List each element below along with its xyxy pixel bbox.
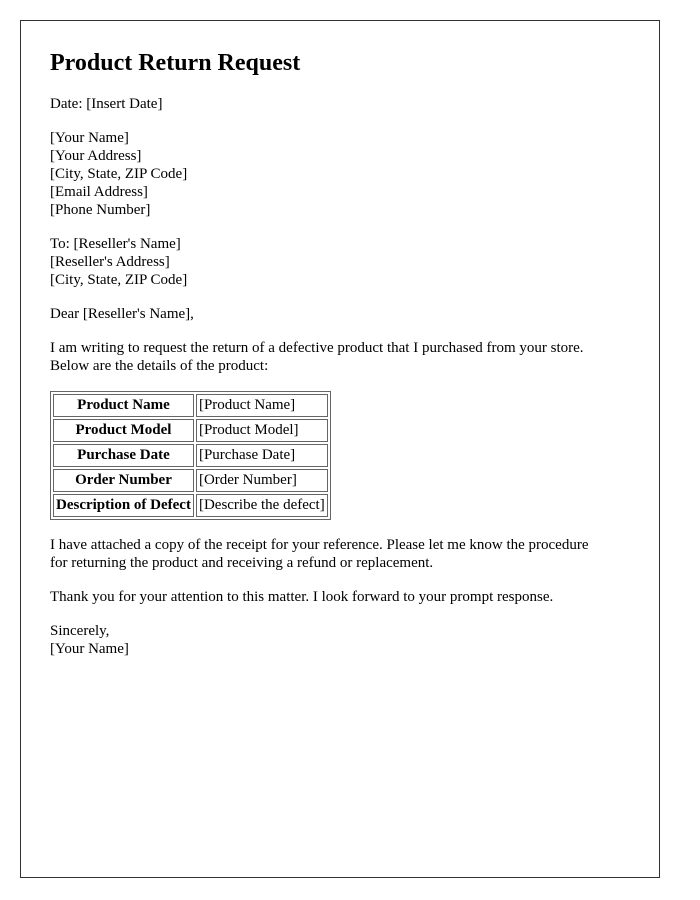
body-paragraph <box>50 536 640 572</box>
intro-line: I am writing to request the return of a defective product that I purchased from your store. <box>50 340 584 356</box>
body-line: I have attached a copy of the receipt for your reference. Please let me know the procedure <box>50 537 589 553</box>
intro-line: Below are the details of the product: <box>50 358 269 374</box>
product-details-table <box>50 391 331 520</box>
sender-address: [Your Address] <box>50 148 142 164</box>
letter-page <box>20 20 660 878</box>
detail-label: Description of Defect <box>53 494 194 517</box>
detail-value: [Product Model] <box>196 419 328 442</box>
detail-value: [Order Number] <box>196 469 328 492</box>
table-row <box>53 394 328 417</box>
detail-label: Product Model <box>53 419 194 442</box>
detail-label: Order Number <box>53 469 194 492</box>
salutation: Dear [Reseller's Name], <box>50 306 194 322</box>
sender-email: [Email Address] <box>50 184 148 200</box>
body-line: for returning the product and receiving a refund or replacement. <box>50 555 434 571</box>
sender-address-block <box>50 129 640 219</box>
detail-value: [Product Name] <box>196 394 328 417</box>
letter-content <box>50 47 640 674</box>
recipient-city-state-zip: [City, State, ZIP Code] <box>50 272 188 288</box>
closing: Sincerely, <box>50 623 110 639</box>
detail-label: Product Name <box>53 394 194 417</box>
sender-city-state-zip: [City, State, ZIP Code] <box>50 166 188 182</box>
closing-block <box>50 622 640 658</box>
page-title: Product Return Request <box>50 50 301 76</box>
table-row <box>53 494 328 517</box>
sender-name: [Your Name] <box>50 130 129 146</box>
detail-label: Purchase Date <box>53 444 194 467</box>
table-row <box>53 469 328 492</box>
signature: [Your Name] <box>50 641 129 657</box>
recipient-address-block <box>50 235 640 289</box>
detail-value: [Purchase Date] <box>196 444 328 467</box>
table-row <box>53 419 328 442</box>
table-row <box>53 444 328 467</box>
detail-value: [Describe the defect] <box>196 494 328 517</box>
recipient-name: To: [Reseller's Name] <box>50 236 181 252</box>
recipient-address: [Reseller's Address] <box>50 254 170 270</box>
sender-phone: [Phone Number] <box>50 202 151 218</box>
thanks-paragraph: Thank you for your attention to this matter. I look forward to your prompt response. <box>50 589 554 605</box>
intro-paragraph <box>50 339 640 375</box>
date-line: Date: [Insert Date] <box>50 96 163 112</box>
